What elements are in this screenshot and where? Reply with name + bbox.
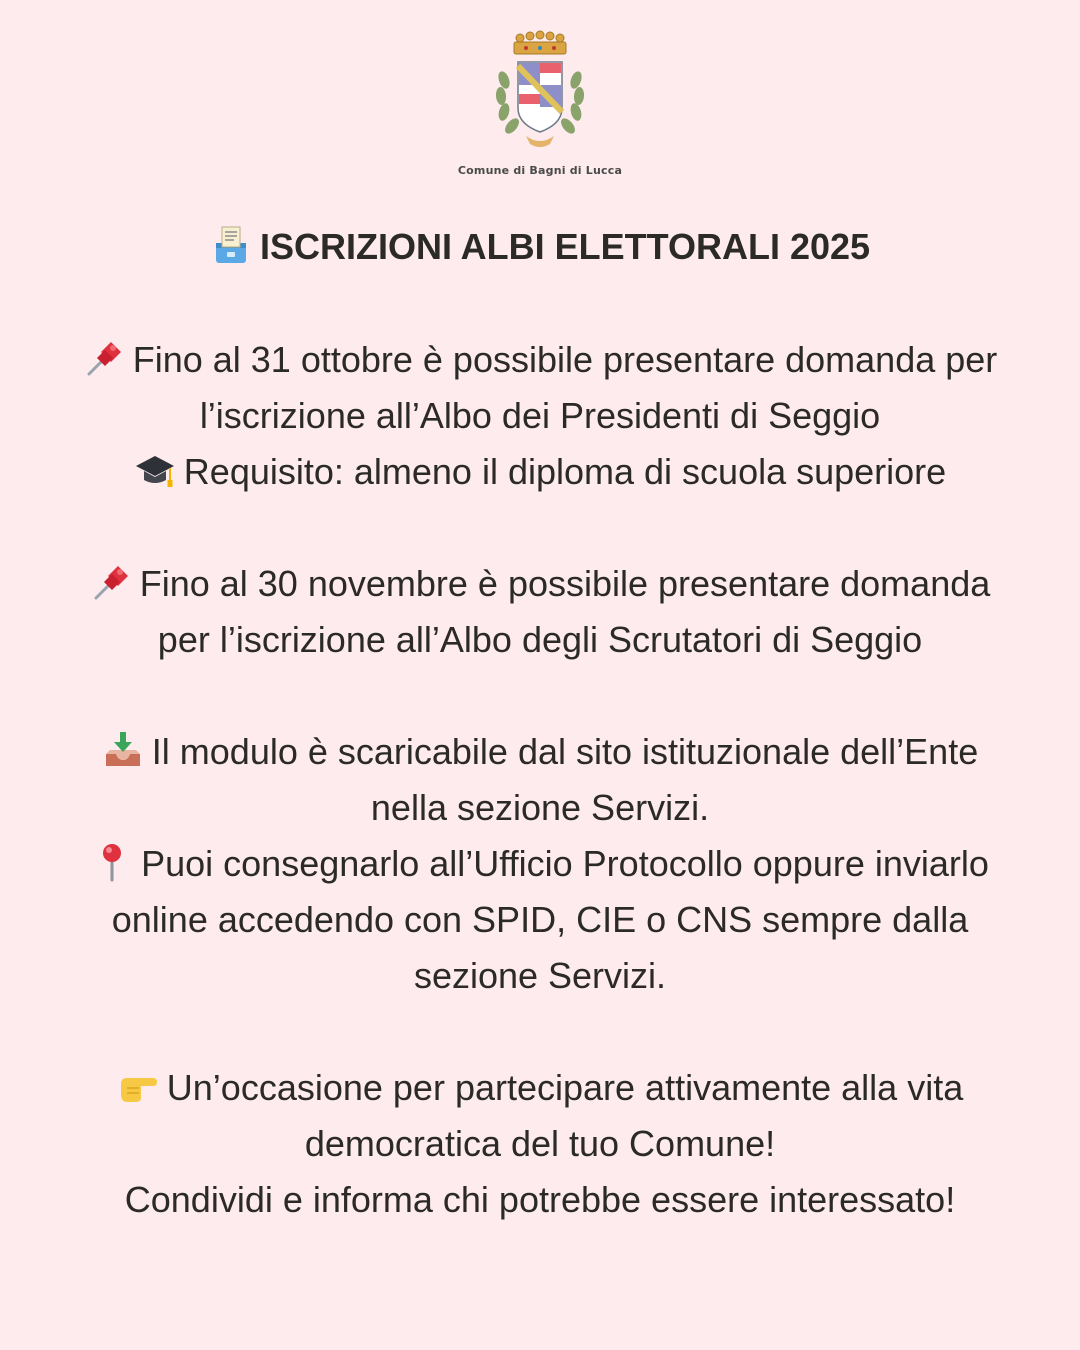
text-line: Fino al 31 ottobre è possibile presentare domanda per xyxy=(0,332,1080,388)
text-line: Condividi e informa chi potrebbe essere interessato! xyxy=(124,1179,956,1220)
graduation-cap-icon xyxy=(134,450,176,490)
scrutineers-section xyxy=(0,556,1080,668)
text-line: Puoi consegnarlo all’Ufficio Protocollo oppure inviarlo xyxy=(0,836,1080,892)
inbox-download-icon xyxy=(102,730,144,770)
municipality-caption: Comune di Bagni di Lucca xyxy=(457,164,623,177)
text-line: nella sezione Servizi. xyxy=(370,787,710,828)
text-line: Fino al 30 novembre è possibile presentare domanda xyxy=(0,556,1080,612)
presidents-section xyxy=(0,332,1080,500)
page-title xyxy=(0,222,1080,272)
text-line: Un’occasione per partecipare attivamente alla vita xyxy=(0,1060,1080,1116)
form-instructions-section xyxy=(0,724,1080,1004)
text-line: online accedendo con SPID, CIE o CNS sempre dalla xyxy=(111,899,969,940)
text-line: l’iscrizione all’Albo dei Presidenti di Seggio xyxy=(199,395,881,436)
closing-section xyxy=(0,1060,1080,1228)
round-pushpin-icon xyxy=(91,842,133,882)
text-line: per l’iscrizione all’Albo degli Scrutatori di Seggio xyxy=(157,619,923,660)
pointing-hand-icon xyxy=(117,1066,159,1106)
text-line: Requisito: almeno il diploma di scuola superiore xyxy=(0,444,1080,500)
ballot-box-icon xyxy=(210,225,252,265)
pushpin-icon xyxy=(90,562,132,602)
coat-of-arms-logo xyxy=(0,28,1080,177)
coat-of-arms-icon xyxy=(490,28,590,158)
text-line: democratica del tuo Comune! xyxy=(304,1123,776,1164)
page-title-text: ISCRIZIONI ALBI ELETTORALI 2025 xyxy=(259,226,871,267)
pushpin-icon xyxy=(83,338,125,378)
text-line: Il modulo è scaricabile dal sito istituzionale dell’Ente xyxy=(0,724,1080,780)
text-line: sezione Servizi. xyxy=(413,955,667,996)
